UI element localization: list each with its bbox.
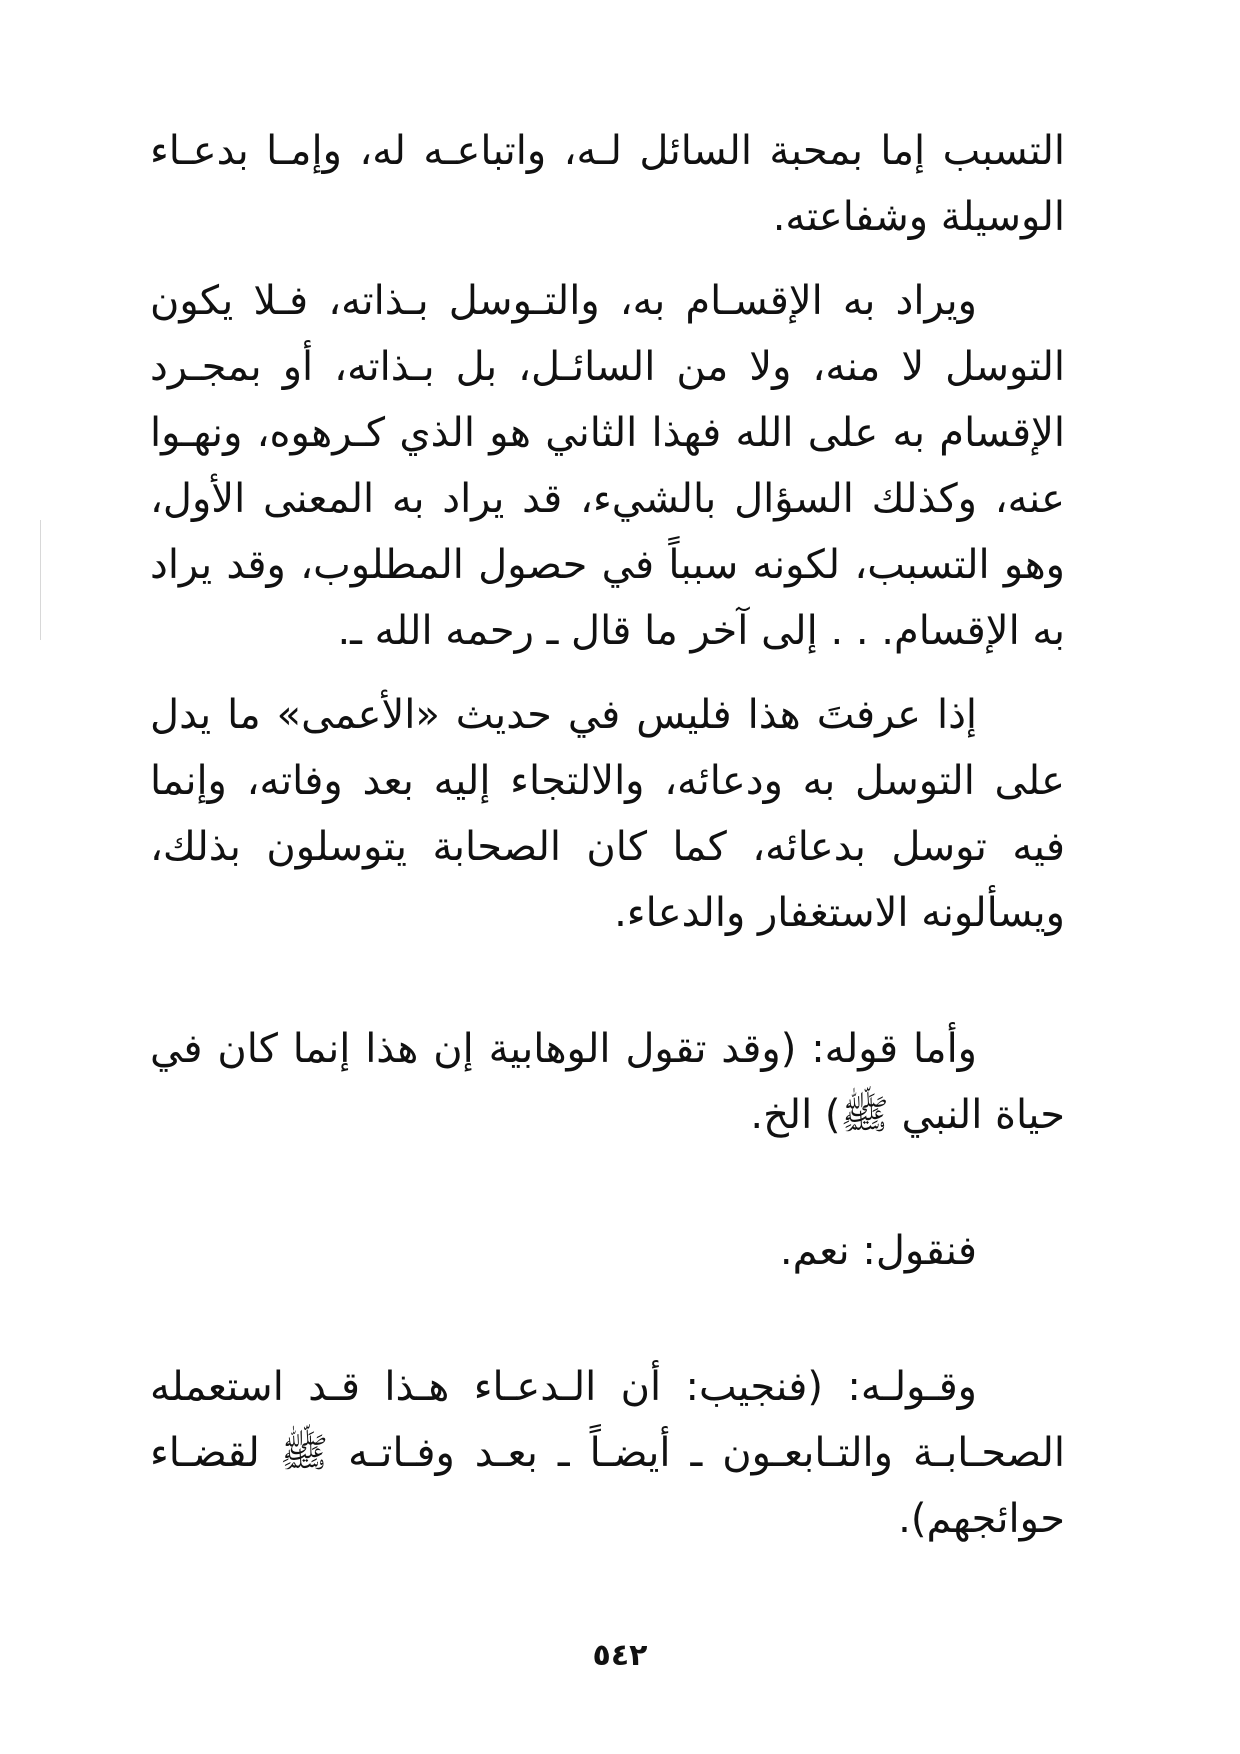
page-body: [150, 118, 1065, 1552]
paragraph-answer: فنقول: نعم.: [779, 1228, 977, 1274]
scan-edge-mark: [40, 520, 41, 640]
page-number: ٥٤٢: [592, 1638, 648, 1673]
paragraph-quote-wahhabiyya: وأما قوله: (وقد تقول الوهابية إن هذا إنما كان في حياة النبي ﷺ) الخ.: [150, 1026, 1065, 1138]
paragraph-quote-companions: وقـولـه: (فنجيب: أن الـدعـاء هـذا قـد استعمله الصحـابـة والتـابعـون ـ أيضـاً ـ بعـد وفـاتـه ﷺ لقضـاء حوائجهم).: [150, 1364, 1065, 1542]
paragraph-continuation: التسبب إما بمحبة السائل لـه، واتباعـه له، وإمـا بدعـاء الوسيلة وشفاعته.: [150, 128, 1065, 240]
paragraph-blind-man-hadith: إذا عرفتَ هذا فليس في حديث «الأعمى» ما يدل على التوسل به ودعائه، والالتجاء إليه بعد وفاته، وإنما فيه توسل بدعائه، كما كان الصحابة يتوسلون بذلك، ويسألونه الاستغفار والدعاء.: [150, 692, 1065, 936]
paragraph-iqsam: ويراد به الإقسـام به، والتـوسل بـذاته، فـلا يكون التوسل لا منه، ولا من السائـل، بل بـذاته، أو بمجـرد الإقسام به على الله فهذا الثاني هو الذي كـرهوه، ونهـوا عنه، وكذلك السؤال بالشيء، قد يراد به المعنى الأول، وهو التسبب، لكونه سبباً في حصول المطلوب، وقد يراد به الإقسام. . . إلى آخر ما قال ـ رحمه الله ـ.: [150, 278, 1065, 654]
